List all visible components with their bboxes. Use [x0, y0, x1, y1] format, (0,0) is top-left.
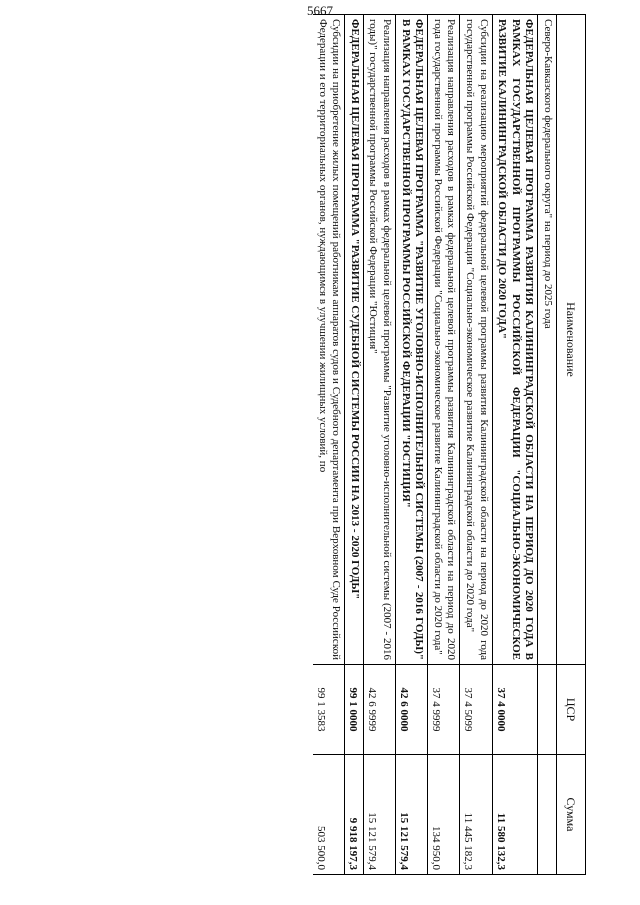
row-name: ФЕДЕРАЛЬНАЯ ЦЕЛЕВАЯ ПРОГРАММА РАЗВИТИЯ КАЛИНИНГРАДСКОЙ ОБЛАСТИ НА ПЕРИОД ДО 2020 ГОДА В РАМКАХ ГОСУДАРСТВЕННОЙ ПРОГРАММЫ РОССИЙСКОЙ ФЕДЕРАЦИИ "СОЦИАЛЬНО-ЭКОНОМИЧЕСКОЕ РАЗВИТИЕ КАЛИНИНГРАДСКОЙ ОБЛАСТИ ДО 2020 ГОДА" [492, 15, 538, 665]
row-code: 42 6 0000 [396, 665, 428, 755]
row-sum: 134 950,0 [428, 755, 460, 875]
table-row [428, 15, 460, 875]
row-code: 99 1 0000 [345, 665, 364, 755]
row-sum: 11 580 132,3 [492, 755, 538, 875]
header-code: ЦСР [557, 665, 586, 755]
table-row [396, 15, 428, 875]
row-sum: 15 121 579,4 [396, 755, 428, 875]
table-header-row [557, 15, 586, 875]
row-sum: 11 445 182,3 [460, 755, 492, 875]
row-name: Субсидии на приобретение жилых помещений работникам аппаратов судов и Судебного департамента при Верховном Суде Российской Федерации и его территориальных органов, нуждающимся в улучшении жилищных условий, по [313, 15, 345, 665]
header-name: Наименование [557, 15, 586, 665]
row-code: 99 1 3583 [313, 665, 345, 755]
table-row [363, 15, 395, 875]
row-sum: 15 121 579,4 [363, 755, 395, 875]
row-code: 37 4 5099 [460, 665, 492, 755]
row-name: Субсидии на реализацию мероприятий федеральной целевой программы развития Калининградской области на период до 2020 года государственной программы Российской Федерации "Социально-экономическое развитие Калининградской области до 2020 года" [460, 15, 492, 665]
row-sum: 9 918 197,3 [345, 755, 364, 875]
row-sum: 503 500,0 [313, 755, 345, 875]
budget-table [313, 14, 586, 875]
intro-text: Северо-Кавказского федерального округа" на период до 2025 года [538, 15, 557, 665]
table-row [492, 15, 538, 875]
row-name: ФЕДЕРАЛЬНАЯ ЦЕЛЕВАЯ ПРОГРАММА "РАЗВИТИЕ СУДЕБНОЙ СИСТЕМЫ РОССИИ НА 2013 - 2020 ГОДЫ" [345, 15, 364, 665]
row-name: Реализация направления расходов в рамках федеральной целевой программы развития Калининградской области на период до 2020 года государственной программы Российской Федерации "Социально-экономическое развитие Калининградской области до 2020 года" [428, 15, 460, 665]
row-name: ФЕДЕРАЛЬНАЯ ЦЕЛЕВАЯ ПРОГРАММА "РАЗВИТИЕ УГОЛОВНО-ИСПОЛНИТЕЛЬНОЙ СИСТЕМЫ (2007 - 2016 ГОДЫ)" В РАМКАХ ГОСУДАРСТВЕННОЙ ПРОГРАММЫ РОССИЙСКОЙ ФЕДЕРАЦИИ "ЮСТИЦИЯ" [396, 15, 428, 665]
row-code: 37 4 0000 [492, 665, 538, 755]
table-row [313, 15, 345, 875]
row-code: 37 4 9999 [428, 665, 460, 755]
rotated-table-container [54, 14, 586, 874]
table-row [460, 15, 492, 875]
page-number: 5667 [307, 3, 333, 18]
header-sum: Сумма [557, 755, 586, 875]
row-code: 42 6 9999 [363, 665, 395, 755]
table-row-intro [538, 15, 557, 875]
table-row [345, 15, 364, 875]
row-name: Реализация направления расходов в рамках федеральной целевой программы "Развитие уголовно-исполнительной системы (2007 - 2016 годы)" государственной программы Российской Федерации "Юстиция" [363, 15, 395, 665]
